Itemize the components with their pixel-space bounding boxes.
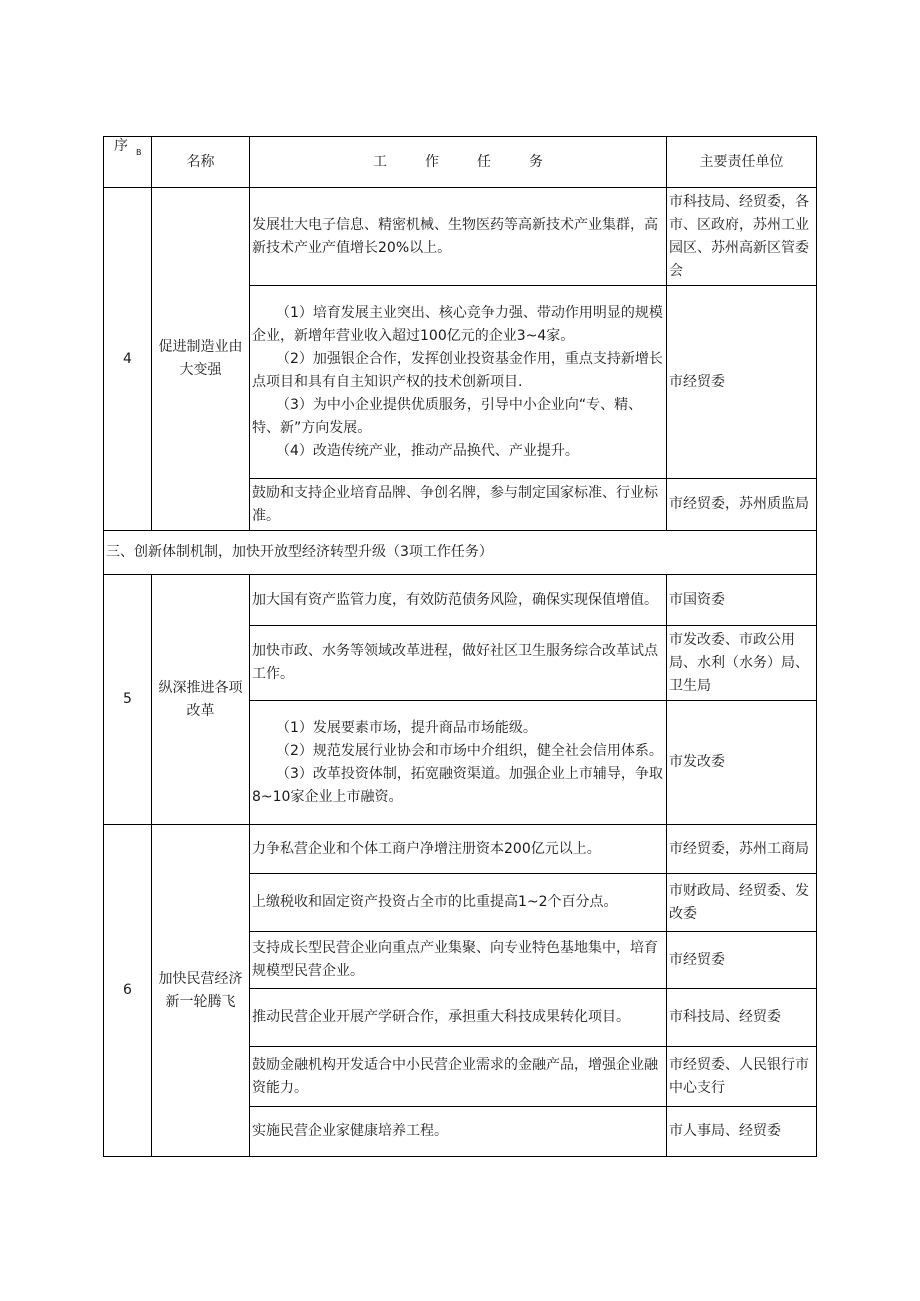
table-row: [104, 575, 817, 626]
task-cell: [250, 701, 667, 825]
unit-cell: 市经贸委: [667, 932, 817, 989]
header-no-suffix: B: [136, 148, 142, 157]
group5-no: 5: [104, 575, 152, 825]
unit-cell: 市科技局、经贸委，各市、区政府，苏州工业园区、苏州高新区管委会: [667, 188, 817, 286]
task-cell: 发展壮大电子信息、精密机械、生物医药等高新技术产业集群，高新技术产业产值增长20%以上。: [250, 188, 667, 286]
task-paragraph: （2）规范发展行业协会和市场中介组织，健全社会信用体系。: [276, 742, 663, 759]
task-cell: 鼓励和支持企业培育品牌、争创名牌，参与制定国家标准、行业标准。: [250, 479, 667, 531]
header-unit: 主要责任单位: [667, 137, 817, 188]
group5-name: 纵深推进各项改革: [152, 575, 250, 825]
task-paragraph: （2）加强银企合作，发挥创业投资基金作用，重点支持新增长点项目和具有自主知识产权的技术创新项目.: [252, 350, 663, 390]
task-paragraph: （3）为中小企业提供优质服务，引导中小企业向“专、精、特、新”方向发展。: [252, 396, 643, 436]
header-name: 名称: [152, 137, 250, 188]
unit-cell: 市经贸委，苏州工商局: [667, 825, 817, 874]
header-no-cell: [104, 137, 152, 188]
section-row: [104, 531, 817, 575]
task-cell: 加快市政、水务等领域改革进程，做好社区卫生服务综合改革试点工作。: [250, 626, 667, 701]
task-cell: 加大国有资产监管力度，有效防范债务风险，确保实现保值增值。: [250, 575, 667, 626]
section-title: 三、创新体制机制，加快开放型经济转型升级（3项工作任务）: [104, 531, 817, 575]
task-cell: [250, 286, 667, 479]
task-cell: 实施民营企业家健康培养工程。: [250, 1107, 667, 1157]
task-paragraph: （3）改革投资体制，拓宽融资渠道。加强企业上市辅导，争取8~10家企业上市融资。: [252, 765, 663, 805]
unit-cell: 市人事局、经贸委: [667, 1107, 817, 1157]
group4-no: 4: [104, 188, 152, 531]
table-row: [104, 825, 817, 874]
task-paragraph: （1）发展要素市场，提升商品市场能级。: [276, 719, 537, 736]
task-cell: 力争私营企业和个体工商户净增注册资本200亿元以上。: [250, 825, 667, 874]
unit-cell: 市科技局、经贸委: [667, 989, 817, 1047]
group6-name: 加快民营经济新一轮腾飞: [152, 825, 250, 1157]
task-cell: 上缴税收和固定资产投资占全市的比重提高1~2个百分点。: [250, 874, 667, 932]
task-paragraph: （4）改造传统产业，推动产品换代、产业提升。: [276, 442, 579, 459]
group6-no: 6: [104, 825, 152, 1157]
table-header-row: [104, 137, 817, 188]
header-no-label: 序: [114, 138, 128, 154]
table-row: [104, 188, 817, 286]
unit-cell: 市发改委、市政公用局、水利（水务）局、卫生局: [667, 626, 817, 701]
unit-cell: 市经贸委: [667, 286, 817, 479]
task-table: [103, 136, 817, 1157]
task-cell: 推动民营企业开展产学研合作，承担重大科技成果转化项目。: [250, 989, 667, 1047]
task-cell: 支持成长型民营企业向重点产业集聚、向专业特色基地集中，培育规模型民营企业。: [250, 932, 667, 989]
header-task: 工作任务: [250, 137, 667, 188]
unit-cell: 市经贸委、人民银行市中心支行: [667, 1047, 817, 1107]
unit-cell: 市经贸委，苏州质监局: [667, 479, 817, 531]
group4-name: 促进制造业由大变强: [152, 188, 250, 531]
task-cell: 鼓励金融机构开发适合中小民营企业需求的金融产品，增强企业融资能力。: [250, 1047, 667, 1107]
task-paragraph: （1）培育发展主业突出、核心竞争力强、带动作用明显的规模企业，新增年营业收入超过100亿元的企业3~4家。: [252, 304, 663, 344]
unit-cell: 市财政局、经贸委、发改委: [667, 874, 817, 932]
unit-cell: 市国资委: [667, 575, 817, 626]
unit-cell: 市发改委: [667, 701, 817, 825]
